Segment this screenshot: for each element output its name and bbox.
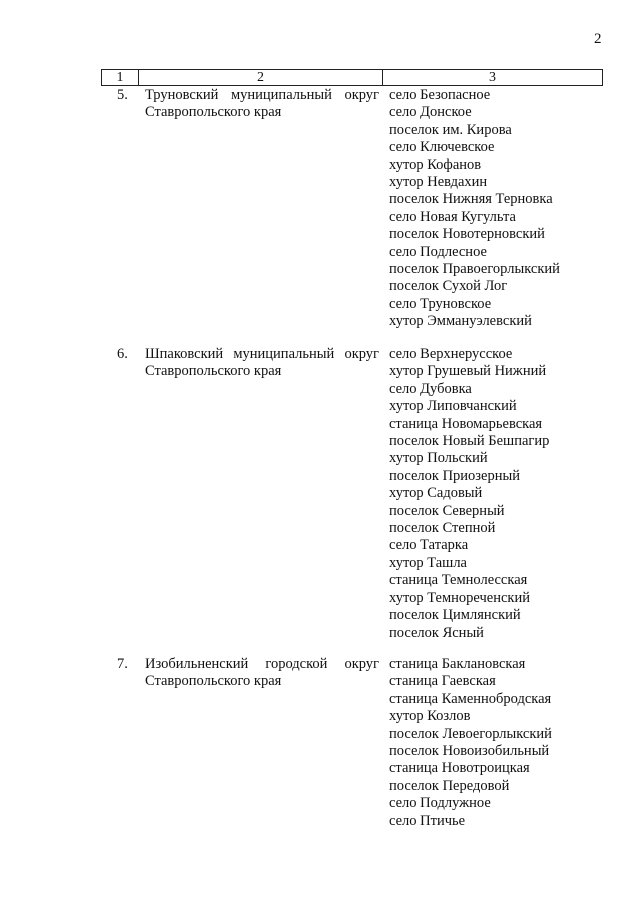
- district-name-line2: Ставропольского края: [145, 363, 282, 380]
- district-name-line1: Шпаковский муниципальный округ: [145, 346, 379, 362]
- row-number: 6.: [117, 346, 128, 362]
- list-item: хутор Темнореченский: [389, 589, 530, 606]
- district-name-line2: Ставропольского края: [145, 673, 282, 690]
- list-item: село Ключевское: [389, 139, 495, 156]
- settlement-list: [389, 656, 552, 830]
- list-item: поселок Передовой: [389, 777, 510, 794]
- column-header-2: 2: [139, 70, 383, 86]
- list-item: хутор Кофанов: [389, 156, 482, 173]
- district-name-line1: Труновский муниципальный округ: [145, 87, 379, 103]
- list-item: село Донское: [389, 104, 472, 121]
- column-header-1: 1: [102, 70, 139, 86]
- list-item: хутор Козлов: [389, 708, 471, 725]
- list-item: хутор Садовый: [389, 485, 483, 502]
- list-item: хутор Липовчанский: [389, 398, 517, 415]
- list-item: село Подлесное: [389, 243, 487, 260]
- list-item: хутор Невдахин: [389, 174, 488, 191]
- list-item: хутор Польский: [389, 450, 488, 467]
- list-item: хутор Ташла: [389, 554, 467, 571]
- list-item: поселок Правоегорлыкский: [389, 261, 560, 278]
- district-name: [145, 346, 379, 381]
- table-header-row: [101, 69, 603, 86]
- district-name: [145, 87, 379, 122]
- list-item: поселок Новотерновский: [389, 226, 545, 243]
- list-item: поселок Ясный: [389, 624, 484, 641]
- list-item: поселок Новоизобильный: [389, 743, 550, 760]
- row-number: 5.: [117, 87, 128, 103]
- list-item: село Птичье: [389, 812, 466, 829]
- list-item: поселок Цимлянский: [389, 607, 521, 624]
- district-name: [145, 656, 379, 691]
- list-item: поселок Северный: [389, 502, 505, 519]
- list-item: поселок им. Кирова: [389, 121, 512, 138]
- list-item: станица Новомарьевская: [389, 415, 543, 432]
- district-name-line1: Изобильненский городской округ: [145, 656, 379, 672]
- list-item: станица Каменнобродская: [389, 690, 552, 707]
- settlement-list: [389, 87, 560, 331]
- list-item: станица Новотроицкая: [389, 760, 530, 777]
- list-item: село Дубовка: [389, 380, 472, 397]
- list-item: село Новая Кугульта: [389, 208, 516, 225]
- list-item: село Татарка: [389, 537, 469, 554]
- list-item: село Подлужное: [389, 795, 491, 812]
- row-number: 7.: [117, 656, 128, 672]
- list-item: поселок Новый Бешпагир: [389, 433, 550, 450]
- list-item: хутор Эммануэлевский: [389, 313, 532, 330]
- list-item: поселок Приозерный: [389, 467, 520, 484]
- page-number: 2: [594, 31, 602, 47]
- column-header-3: 3: [383, 70, 603, 86]
- district-name-line2: Ставропольского края: [145, 104, 282, 121]
- list-item: поселок Нижняя Терновка: [389, 191, 553, 208]
- list-item: село Труновское: [389, 295, 492, 312]
- list-item: поселок Левоегорлыкский: [389, 725, 552, 742]
- list-item: село Безопасное: [389, 87, 491, 103]
- list-item: станица Темнолесская: [389, 572, 528, 589]
- settlement-list: [389, 346, 549, 642]
- list-item: станица Гаевская: [389, 673, 496, 690]
- list-item: поселок Сухой Лог: [389, 278, 508, 295]
- list-item: станица Баклановская: [389, 656, 526, 672]
- list-item: село Верхнерусское: [389, 346, 513, 362]
- list-item: поселок Степной: [389, 520, 496, 537]
- list-item: хутор Грушевый Нижний: [389, 363, 547, 380]
